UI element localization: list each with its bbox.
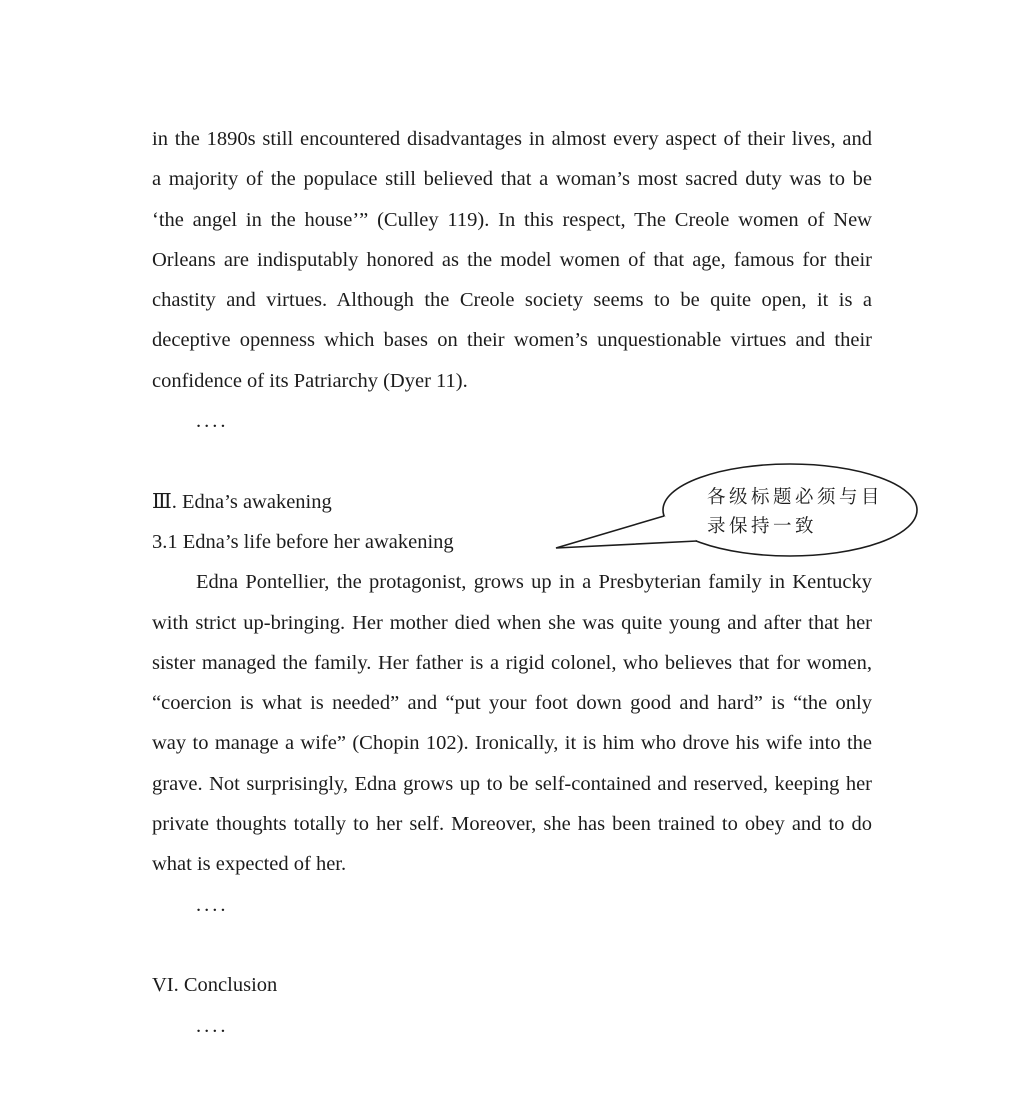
- paragraph-2-line: way to manage a wife” (Chopin 102). Ironically, it is him who drove his wife into the: [152, 732, 872, 755]
- paragraph-2-line: what is expected of her.: [152, 853, 347, 876]
- heading-conclusion: VI. Conclusion: [152, 974, 278, 997]
- paragraph-2-line: sister managed the family. Her father is a rigid colonel, who believes that for women,: [152, 651, 872, 674]
- callout-annotation: [707, 484, 883, 542]
- heading-edna-life-before-awakening: 3.1 Edna’s life before her awakening: [152, 530, 454, 553]
- ellipsis-placeholder: ....: [196, 1014, 229, 1037]
- heading-edna-awakening: Ⅲ. Edna’s awakening: [152, 490, 332, 513]
- paragraph-1-line: a majority of the populace still believed that a woman’s most sacred duty was to be: [152, 168, 872, 191]
- document-body: [152, 119, 872, 1046]
- callout-text-line: 录保持一致: [707, 517, 818, 537]
- paragraph-2-line: with strict up-bringing. Her mother died when she was quite young and after that her: [152, 611, 872, 634]
- paragraph-2-line: Edna Pontellier, the protagonist, grows up in a Presbyterian family in Kentucky: [196, 571, 872, 594]
- paragraph-1-line: Orleans are indisputably honored as the model women of that age, famous for their: [152, 248, 872, 271]
- ellipsis-placeholder: ....: [196, 893, 229, 916]
- blank-line: [152, 925, 872, 965]
- paragraph-1-line: deceptive openness which bases on their women’s unquestionable virtues and their: [152, 329, 872, 352]
- paragraph-1-line: confidence of its Patriarchy (Dyer 11).: [152, 369, 468, 392]
- callout-text-line: 各级标题必须与目: [707, 488, 884, 508]
- ellipsis-placeholder: ....: [196, 410, 229, 433]
- paragraph-1-line: chastity and virtues. Although the Creole society seems to be quite open, it is a: [152, 289, 872, 312]
- paragraph-1-line: ‘the angel in the house’” (Culley 119). In this respect, The Creole women of New: [152, 208, 872, 231]
- paragraph-2-line: “coercion is what is needed” and “put your foot down good and hard” is “the only: [152, 692, 872, 715]
- paragraph-1-line: in the 1890s still encountered disadvantages in almost every aspect of their lives, and: [152, 128, 872, 150]
- paragraph-2-line: private thoughts totally to her self. Moreover, she has been trained to obey and to do: [152, 813, 872, 836]
- paragraph-2-line: grave. Not surprisingly, Edna grows up to be self-contained and reserved, keeping her: [152, 772, 872, 795]
